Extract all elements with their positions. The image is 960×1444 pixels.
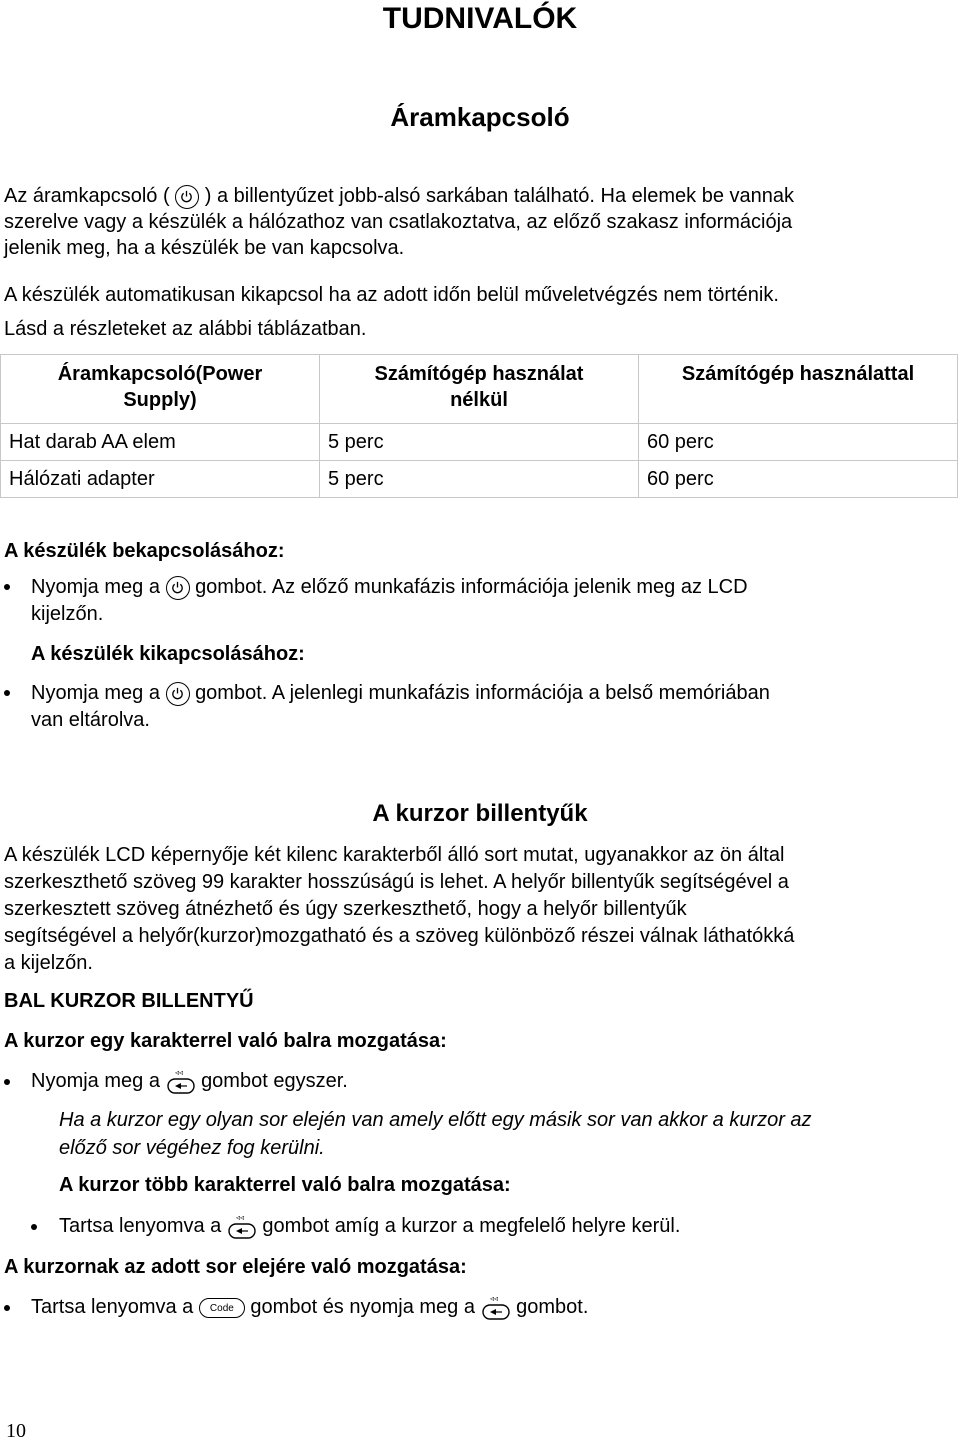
bullet [4,690,10,696]
cursor-paragraph: A készülék LCD képernyője két kilenc karakterből álló sort mutat, ugyanakkor az ön által szerkeszthető szöveg 99 karakter hosszúságú is lehet. A helyőr billentyűk segítségével a szerkesztett szöveg átnézhető és úgy szerkeszthető, hogy a helyőr billentyűk segítségével a helyőr(kurzor)mozgatható és a szöveg különböző részei válnak láthatókká a kijelzőn. [4,844,795,974]
svg-text:◃◃: ◃◃ [235,1212,244,1222]
line-start-text: Tartsa lenyomva a Code gombot és nyomja meg a ◃◃ gombot. [31,1292,956,1323]
svg-text:◃◃: ◃◃ [174,1067,183,1077]
table-header: Számítógép használat nélkül [320,355,639,424]
bullet [4,1305,10,1311]
single-move-heading: A kurzor egy karakterrel való balra mozgatása: [4,1030,447,1052]
left-cursor-key-icon [166,1067,196,1097]
bullet [4,584,10,590]
single-move-text: Nyomja meg a ◃◃ gombot egyszer. [31,1066,956,1097]
table-header: Áramkapcsoló(Power Supply) [1,355,320,424]
multi-move-heading: A kurzor több karakterrel való balra mozgatása: [59,1174,511,1196]
multi-move-text: Tartsa lenyomva a ◃◃ gombot amíg a kurzor a megfelelő helyre kerül. [59,1211,959,1242]
table-row: Hálózati adapter 5 perc 60 perc [1,461,958,498]
power-icon [166,576,190,600]
table-row: Hat darab AA elem 5 perc 60 perc [1,424,958,461]
left-cursor-key-icon [481,1293,511,1323]
line-start-heading: A kurzornak az adott sor elejére való mozgatása: [4,1256,467,1278]
section-title-power-switch: Áramkapcsoló [390,102,570,132]
intro-paragraph: Az áramkapcsoló ( ) a billentyűzet jobb-alsó sarkában található. Ha elemek be vannak szerelve vagy a készülék a hálózathoz van csatlakoztatva, az előző szakasz információja jelenik meg, ha a készülék be van kapcsolva. [4,185,794,259]
page-heading: TUDNIVALÓK [382,2,578,35]
left-cursor-key-icon [227,1212,257,1242]
power-table [0,354,958,498]
code-key-icon: Code [199,1298,245,1318]
power-icon [166,682,190,706]
left-cursor-heading: BAL KURZOR BILLENTYŰ [4,990,254,1012]
power-icon [175,185,199,209]
power-off-text: Nyomja meg a gombot. A jelenlegi munkafázis információja a belső memóriában van eltárolva. [31,682,770,731]
table-header-row [1,355,958,424]
power-on-heading: A készülék bekapcsolásához: [4,540,285,562]
bullet [31,1224,37,1230]
section-title-cursor-keys: A kurzor billentyűk [372,800,588,827]
page-number: 10 [6,1420,26,1442]
power-on-text: Nyomja meg a gombot. Az előző munkafázis információja jelenik meg az LCD kijelzőn. [31,576,748,625]
table-header: Számítógép használattal [639,355,958,424]
bullet [4,1079,10,1085]
note-paragraph: Ha a kurzor egy olyan sor elején van amely előtt egy másik sor van akkor a kurzor az előző sor végéhez fog kerülni. [59,1109,812,1159]
svg-text:◃◃: ◃◃ [489,1293,498,1303]
power-off-heading: A készülék kikapcsolásához: [31,643,305,665]
auto-off-paragraph: A készülék automatikusan kikapcsol ha az adott időn belül műveletvégzés nem történik. Lásd a részleteket az alábbi táblázatban. [4,284,779,340]
